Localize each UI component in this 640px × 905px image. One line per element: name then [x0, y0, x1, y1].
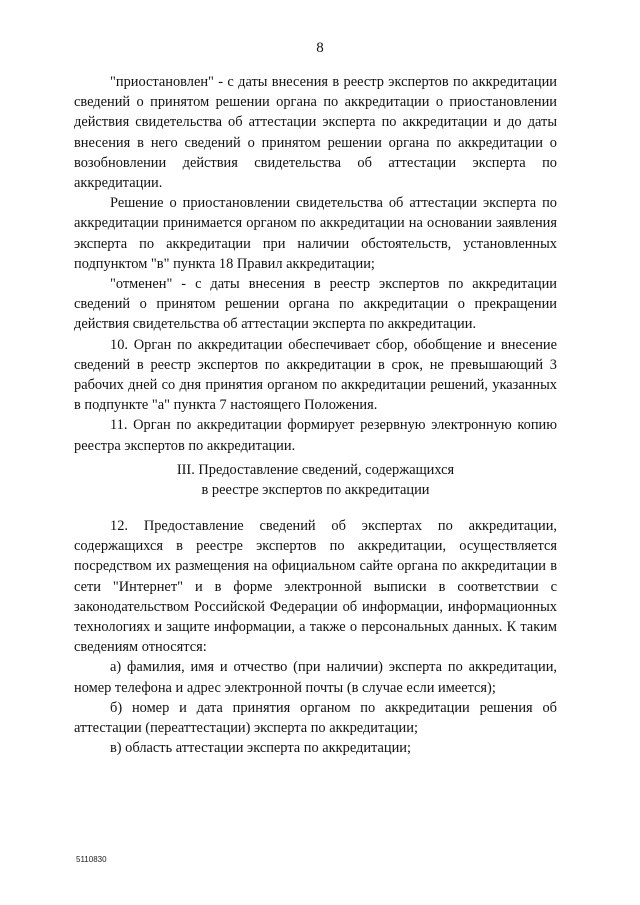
paragraph-suspended-status: "приостановлен" - с даты внесения в реестр экспертов по аккредитации сведений о принятом решении органа по аккредитации о приостановлении действия свидетельства об аттестации эксперта по аккредитации и до даты внесения в него сведений о принятом решении органа по аккредитации о возобновлении действия свидетельства об аттестации эксперта по аккредитации.	[74, 74, 557, 192]
paragraph-item-10: 10. Орган по аккредитации обеспечивает сбор, обобщение и внесение сведений в реестр экспертов по аккредитации в срок, не превышающий 3 рабочих дней со дня принятия органом по аккредитации решений, указанных в подпункте "а" пункта 7 настоящего Положения.	[74, 336, 557, 414]
section-title	[74, 460, 557, 500]
paragraph-subitem-b: б) номер и дата принятия органом по аккредитации решения об аттестации (переаттестации) эксперта по аккредитации;	[74, 699, 557, 737]
section-title-line-2: в реестре экспертов по аккредитации	[201, 482, 430, 499]
paragraph-cancelled-status: "отменен" - с даты внесения в реестр экспертов по аккредитации сведений о принятом решении органа по аккредитации о прекращении действия свидетельства об аттестации эксперта по аккредитации.	[74, 276, 557, 333]
paragraph-suspension-decision: Решение о приостановлении свидетельства об аттестации эксперта по аккредитации принимается органом по аккредитации на основании заявления эксперта по аккредитации при наличии обстоятельств, установленных подпунктом "в" пункта 18 Правил аккредитации;	[74, 195, 557, 272]
page-number: 8	[316, 40, 324, 56]
section-title-line-1: III. Предоставление сведений, содержащихся	[176, 462, 455, 478]
body-text-top	[74, 72, 557, 456]
paragraph-item-12: 12. Предоставление сведений об экспертах по аккредитации, содержащихся в реестре экспертов по аккредитации, осуществляется посредством их размещения на официальном сайте органа по аккредитации в сети "Интернет" и в форме электронной выписки в соответствии с законодательством Российской Федерации об информации, информационных технологиях и защите информации, а также о персональных данных. К таким сведениям относятся:	[74, 518, 557, 656]
paragraph-item-11: 11. Орган по аккредитации формирует резервную электронную копию реестра экспертов по аккредитации.	[74, 417, 557, 454]
paragraph-subitem-a: а) фамилия, имя и отчество (при наличии) эксперта по аккредитации, номер телефона и адрес электронной почты (в случае если имеется);	[74, 659, 557, 696]
document-code: 5110830	[76, 855, 107, 864]
body-text-bottom	[74, 516, 557, 758]
paragraph-subitem-v: в) область аттестации эксперта по аккредитации;	[110, 740, 412, 757]
